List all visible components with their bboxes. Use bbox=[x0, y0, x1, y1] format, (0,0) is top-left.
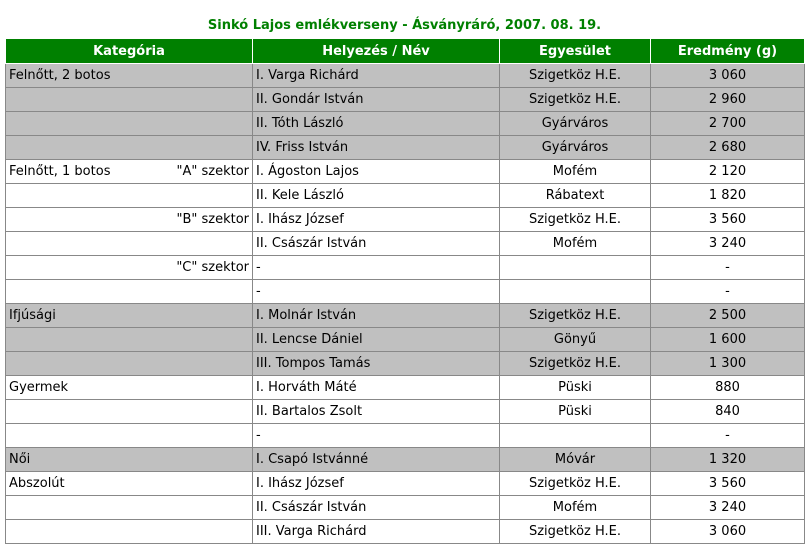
header-result: Eredmény (g) bbox=[651, 39, 805, 64]
table-row bbox=[6, 496, 805, 520]
category-cell bbox=[6, 520, 253, 544]
result-cell: 3 240 bbox=[651, 232, 805, 256]
club-cell: Rábatext bbox=[500, 184, 651, 208]
club-cell: Szigetköz H.E. bbox=[500, 520, 651, 544]
header-name: Helyezés / Név bbox=[253, 39, 500, 64]
table-row bbox=[6, 184, 805, 208]
category-label: Gyermek bbox=[9, 380, 69, 395]
sector-label: "B" szektor bbox=[176, 212, 249, 227]
result-cell: 2 500 bbox=[651, 304, 805, 328]
name-cell: III. Varga Richárd bbox=[253, 520, 500, 544]
table-row bbox=[6, 472, 805, 496]
category-cell bbox=[6, 112, 253, 136]
name-cell: III. Tompos Tamás bbox=[253, 352, 500, 376]
club-cell: Püski bbox=[500, 376, 651, 400]
table-row bbox=[6, 88, 805, 112]
name-cell: II. Bartalos Zsolt bbox=[253, 400, 500, 424]
name-cell: II. Gondár István bbox=[253, 88, 500, 112]
name-cell: I. Molnár István bbox=[253, 304, 500, 328]
results-table bbox=[5, 38, 805, 544]
name-cell: IV. Friss István bbox=[253, 136, 500, 160]
club-cell bbox=[500, 280, 651, 304]
name-cell: - bbox=[253, 256, 500, 280]
name-cell: II. Lencse Dániel bbox=[253, 328, 500, 352]
sector-label: "A" szektor bbox=[176, 164, 249, 179]
table-row bbox=[6, 520, 805, 544]
category-cell bbox=[6, 64, 253, 88]
header-club: Egyesület bbox=[500, 39, 651, 64]
name-cell: II. Kele László bbox=[253, 184, 500, 208]
category-cell bbox=[6, 448, 253, 472]
category-label: Felnőtt, 1 botos bbox=[9, 164, 111, 179]
table-row bbox=[6, 448, 805, 472]
club-cell: Szigetköz H.E. bbox=[500, 304, 651, 328]
results-body bbox=[6, 64, 805, 544]
table-row bbox=[6, 136, 805, 160]
category-label: Felnőtt, 2 botos bbox=[9, 68, 111, 83]
result-cell: 3 560 bbox=[651, 472, 805, 496]
category-cell bbox=[6, 232, 253, 256]
result-cell: - bbox=[651, 424, 805, 448]
name-cell: II. Tóth László bbox=[253, 112, 500, 136]
result-cell: 3 060 bbox=[651, 520, 805, 544]
result-cell: 880 bbox=[651, 376, 805, 400]
table-row bbox=[6, 64, 805, 88]
name-cell: I. Ihász József bbox=[253, 208, 500, 232]
category-cell bbox=[6, 496, 253, 520]
table-row bbox=[6, 112, 805, 136]
result-cell: 1 320 bbox=[651, 448, 805, 472]
page-title: Sinkó Lajos emlékverseny - Ásványráró, 2007. 08. 19. bbox=[207, 18, 602, 33]
table-row bbox=[6, 400, 805, 424]
category-cell bbox=[6, 208, 253, 232]
club-cell bbox=[500, 256, 651, 280]
category-cell bbox=[6, 160, 253, 184]
category-cell bbox=[6, 88, 253, 112]
table-row bbox=[6, 232, 805, 256]
table-row bbox=[6, 280, 805, 304]
header-category: Kategória bbox=[6, 39, 253, 64]
club-cell: Mofém bbox=[500, 496, 651, 520]
category-cell bbox=[6, 472, 253, 496]
table-row bbox=[6, 256, 805, 280]
table-row bbox=[6, 376, 805, 400]
result-cell: 2 120 bbox=[651, 160, 805, 184]
table-row bbox=[6, 160, 805, 184]
category-cell bbox=[6, 304, 253, 328]
category-cell bbox=[6, 352, 253, 376]
result-cell: 3 560 bbox=[651, 208, 805, 232]
category-cell bbox=[6, 136, 253, 160]
club-cell bbox=[500, 424, 651, 448]
category-cell bbox=[6, 424, 253, 448]
club-cell: Gyárváros bbox=[500, 112, 651, 136]
result-cell: 2 700 bbox=[651, 112, 805, 136]
sector-label: "C" szektor bbox=[176, 260, 249, 275]
club-cell: Mofém bbox=[500, 232, 651, 256]
club-cell: Szigetköz H.E. bbox=[500, 88, 651, 112]
club-cell: Gyárváros bbox=[500, 136, 651, 160]
result-cell: - bbox=[651, 256, 805, 280]
table-row bbox=[6, 352, 805, 376]
name-cell: II. Császár István bbox=[253, 232, 500, 256]
category-label: Női bbox=[9, 452, 31, 467]
club-cell: Szigetköz H.E. bbox=[500, 352, 651, 376]
table-row bbox=[6, 208, 805, 232]
name-cell: I. Ihász József bbox=[253, 472, 500, 496]
result-cell: - bbox=[651, 280, 805, 304]
category-cell bbox=[6, 328, 253, 352]
table-row bbox=[6, 328, 805, 352]
category-cell bbox=[6, 256, 253, 280]
club-cell: Gönyű bbox=[500, 328, 651, 352]
category-cell bbox=[6, 400, 253, 424]
name-cell: - bbox=[253, 424, 500, 448]
club-cell: Mofém bbox=[500, 160, 651, 184]
result-cell: 1 820 bbox=[651, 184, 805, 208]
club-cell: Szigetköz H.E. bbox=[500, 208, 651, 232]
result-cell: 3 060 bbox=[651, 64, 805, 88]
name-cell: II. Császár István bbox=[253, 496, 500, 520]
name-cell: I. Horváth Máté bbox=[253, 376, 500, 400]
result-cell: 2 680 bbox=[651, 136, 805, 160]
name-cell: I. Varga Richárd bbox=[253, 64, 500, 88]
result-cell: 1 300 bbox=[651, 352, 805, 376]
name-cell: - bbox=[253, 280, 500, 304]
category-label: Ifjúsági bbox=[9, 308, 56, 323]
club-cell: Szigetköz H.E. bbox=[500, 472, 651, 496]
category-label: Abszolút bbox=[9, 476, 65, 491]
result-cell: 1 600 bbox=[651, 328, 805, 352]
category-cell bbox=[6, 376, 253, 400]
result-cell: 840 bbox=[651, 400, 805, 424]
club-cell: Szigetköz H.E. bbox=[500, 64, 651, 88]
category-cell bbox=[6, 280, 253, 304]
result-cell: 3 240 bbox=[651, 496, 805, 520]
club-cell: Móvár bbox=[500, 448, 651, 472]
table-row bbox=[6, 304, 805, 328]
category-cell bbox=[6, 184, 253, 208]
table-row bbox=[6, 424, 805, 448]
club-cell: Püski bbox=[500, 400, 651, 424]
name-cell: I. Csapó Istvánné bbox=[253, 448, 500, 472]
result-cell: 2 960 bbox=[651, 88, 805, 112]
header-row bbox=[6, 39, 805, 64]
name-cell: I. Ágoston Lajos bbox=[253, 160, 500, 184]
